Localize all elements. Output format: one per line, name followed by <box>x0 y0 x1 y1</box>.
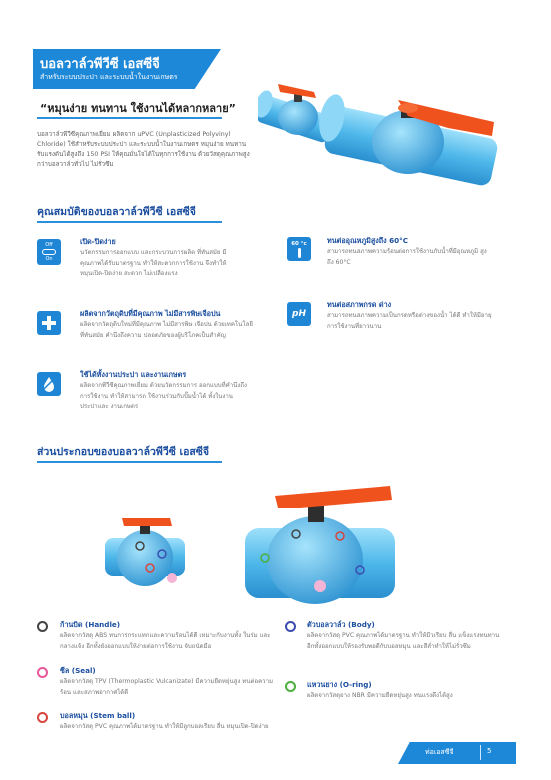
component-title: ก้านบิด (Handle) <box>60 620 121 629</box>
page-number: 5 <box>487 747 492 755</box>
page-title: บอลวาล์วพีวีซี เอสซีจี <box>40 57 160 72</box>
feature-desc: นวัตกรรมการออกแบบ และกระบวนการผลิต ที่ทันสมัย มีคุณภาพได้รับมาตรฐาน ทำให้สะดวกการใช้งาน จึงทำให้ หมุนเปิด-ปิดง่าย สะดวก ไม่เปลืองแรง <box>80 249 227 277</box>
component-desc: ผลิตจากวัสดุ ABS ทนการกระแทกและความร้อนได้ดี เหมาะกับงานทั้ง ในร่ม และกลางแจ้ง อีกทั้งยังออกแบบให้ง่ายต่อการใช้งาน จับถนัดมือ <box>60 632 271 650</box>
off-label: Off <box>45 242 53 248</box>
component-desc: ผลิตจากวัสดุ PVC คุณภาพได้มาตรฐาน ทำให้มีลูกบอลเรียบ ลื่น หมุนเปิด-ปิดง่าย <box>60 723 269 730</box>
ph-label: pH <box>292 309 306 319</box>
footer-label: ท่อเอสซีจี <box>425 748 454 756</box>
components-section-title: ส่วนประกอบของบอลวาล์วพีวีซี เอสซีจี <box>37 446 210 458</box>
ph-icon <box>287 302 311 326</box>
thermometer-bar <box>298 248 301 258</box>
health-cross-icon <box>37 311 61 335</box>
feature-title: ทนต่อสภาพกรด ด่าง <box>327 300 392 309</box>
component-desc: ผลิตจากวัสดุยาง NBR มีความยืดหยุ่นสูง ทนแรงดึงได้สูง <box>307 692 453 699</box>
water-drop-icon <box>37 372 61 396</box>
temp-label: 60 °c <box>291 241 307 247</box>
feature-desc: ผลิตจากวัตถุดิบใหม่ที่มีคุณภาพ ไม่มีสารพิษ เจือปน ด้วยเทคโนโลยีที่ทันสมัย คำนึงถึงความ ปลอดภัยของผู้บริโภคเป็นสำคัญ <box>80 321 253 339</box>
component-desc: ผลิตจากวัสดุ TPV (Thermoplastic Vulcanizate) มีความยืดหยุ่นสูง ทนต่อความร้อน และสภาพอากาศได้ดี <box>60 678 274 696</box>
o-ring-color-dot <box>285 681 296 692</box>
component-title: แหวนยาง (O-ring) <box>307 680 372 689</box>
feature-title: ใช้ได้ทั้งงานประปา และงานเกษตร <box>80 370 187 379</box>
feature-desc: สามารถทนสภาพความเป็นกรดหรือด่างของน้ำ ได้ดี ทำให้มีอายุการใช้งานที่ยาวนาน <box>327 312 492 330</box>
thermometer-icon <box>287 237 311 261</box>
tagline-underline <box>37 117 222 119</box>
footer-separator <box>480 745 481 760</box>
hero-valve-image <box>258 70 498 200</box>
off-on-icon <box>37 239 61 265</box>
components-diagram <box>100 478 400 613</box>
body-color-dot <box>285 621 296 632</box>
footer-bar <box>398 742 516 764</box>
features-section-title: คุณสมบัติของบอลวาล์วพีวีซี เอสซีจี <box>37 206 196 218</box>
component-title: ตัวบอลวาล์ว (Body) <box>307 620 375 629</box>
feature-desc: ผลิตจากพีวีซีคุณภาพเยี่ยม ด้วยนวัตกรรมการ ออกแบบที่คำนึงถึงการใช้งาน ทำให้สามารถ ใช้งานร่วมกับปั๊มน้ำได้ ทั้งในงานประปาและ งานเกษตร <box>80 382 247 410</box>
feature-desc: สามารถทนสภาพความร้อนต่อการใช้งานกับน้ำที่มีอุณหภูมิ สูงถึง 60°C <box>327 248 487 266</box>
page-subtitle: สำหรับระบบประปา และระบบน้ำในงานเกษตร <box>40 73 178 81</box>
feature-title: ทนต่ออุณหภูมิสูงถึง 60°C <box>327 236 408 245</box>
component-title: ซีล (Seal) <box>60 666 96 675</box>
feature-title: เปิด-ปิดง่าย <box>80 237 116 246</box>
stem-ball-color-dot <box>37 712 48 723</box>
handle-color-dot <box>37 621 48 632</box>
component-desc: ผลิตจากวัสดุ PVC คุณภาพได้มาตรฐาน ทำให้มีวเรียบ ลื่น แข็งแรงทนทาน อีกทั้งออกแบบให้รองรับพอดีกับบอลหมุน และสีล่ำทำให้ไม่รั่วซึม <box>307 632 500 650</box>
component-title: บอลหมุน (Stem ball) <box>60 711 136 720</box>
feature-title: ผลิตจากวัตถุดิบที่มีคุณภาพ ไม่มีสารพิษเจือปน <box>80 309 221 318</box>
seal-color-dot <box>37 667 48 678</box>
features-title-underline <box>37 221 222 223</box>
tagline-quote: “หมุนง่าย ทนทาน ใช้งานได้หลากหลาย” <box>40 102 236 115</box>
on-label: On <box>45 256 53 262</box>
components-title-underline <box>37 461 222 463</box>
intro-paragraph: บอลวาล์วพีวีซีคุณภาพเยี่ยม ผลิตจาก uPVC (Unplasticized Polyvinyl Chloride) ใช้สำหรับระบบประปา และระบบน้ำในงานเกษตร หมุนง่าย ทนทาน รับแรงดันได้สูงถึง 150 PSI ให้คุณมั่นใจได้ในทุกการใช้งาน ด้วยวัสดุคุณภาพสูงกว่าบอลวาล์วทั่วไป ไม่รั่วซึม <box>37 131 250 168</box>
